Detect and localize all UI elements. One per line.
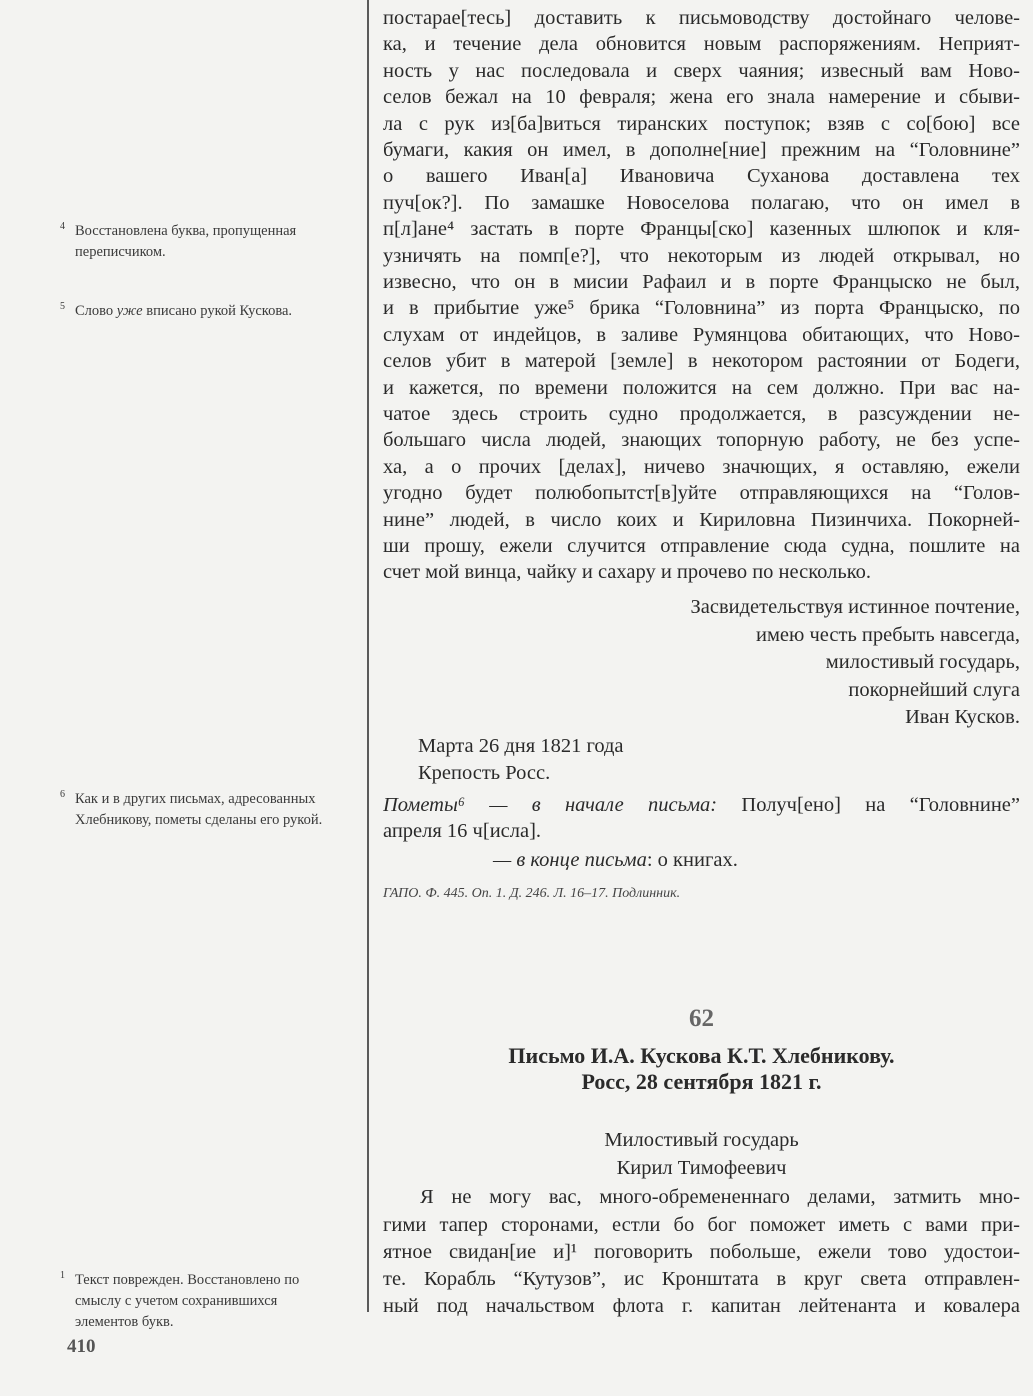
text-line: большаго числа людей, знающих топорную работу, не без успе- [383, 429, 1020, 451]
text-line: ха, а о прочих [делах], ничево значющих, я оставляю, ежели [383, 456, 1020, 478]
text-line: те. Корабль “Кутузов”, ис Кронштата в круг света отправлен- [383, 1268, 1020, 1290]
text-line: узничять на помп[е?], что некоторым из людей открывал, но [383, 245, 1020, 267]
text-line: селов убит в матерой [земле] в некотором растоянии от Бодеги, [383, 350, 1020, 372]
text-line: нине” людей, в число коих и Кириловна Пизинчиха. Покорней- [383, 509, 1020, 531]
letter-place: Крепость Росс. [418, 762, 551, 784]
letter-title: Письмо И.А. Кускова К.Т. Хлебникову. [508, 1043, 895, 1068]
letter-subtitle: Росс, 28 сентября 1821 г. [581, 1069, 822, 1094]
closing-line: покорнейший слуга [848, 679, 1020, 701]
footnote-text [62, 301, 337, 322]
footnote-text-italic: уже [116, 303, 143, 319]
salutation-name: Кирил Тимофеевич [616, 1157, 787, 1179]
text-line: гими тапер сторонами, естли бо бог поможет иметь с вами при- [383, 1214, 1020, 1236]
signature: Иван Кусков. [905, 706, 1020, 728]
footnote-text: Как и в других письмах, адресованных Хлебникову, пометы сделаны его рукой. [75, 791, 323, 828]
text-line: бумаги, какия он имел, в дополне[ние] прежним на “Головнине” [383, 139, 1020, 161]
closing-line: Засвидетельствуя истинное почтение, [690, 596, 1020, 618]
footnote-5 [62, 301, 337, 322]
page-number: 410 [67, 1336, 96, 1357]
marks-start: Получ[ено] на “Головнине” [741, 794, 1020, 816]
text-line: ши прошу, ежели случится отправление сюда судна, пошлите на [383, 535, 1020, 557]
text-line: и кажется, по времени положится на сем должно. При вас на- [383, 377, 1020, 399]
footnote-text: Восстановлена буква, пропущенная переписчиком. [75, 223, 297, 260]
text-line: угодно будет полюбопытст[в]уйте отправляющихся на “Голов- [383, 482, 1020, 504]
letter-date: Марта 26 дня 1821 года [418, 735, 624, 757]
marks-start-cont: апреля 16 ч[исла]. [383, 820, 542, 842]
text-line: извесно, что он в мисии Рафаил и в порте Францыско не был, [383, 271, 1020, 293]
text-line: и в прибытие уже⁵ брика “Головнина” из порта Францыско, по [383, 297, 1020, 319]
footnote-text: Текст поврежден. Восстановлено по смыслу с учетом сохранившихся элементов букв. [75, 1272, 300, 1330]
text-line: ка, и течение дела обновится новым распоряжениям. Неприят- [383, 33, 1020, 55]
text-line: чатое здесь строить судно продолжается, в разсуждении не- [383, 403, 1020, 425]
marks-end-label: — в конце письма [493, 849, 647, 871]
text-line: селов бежал на 10 февраля; жена его знала намерение и сбыви- [383, 86, 1020, 108]
footnote-number: 1 [60, 1270, 65, 1281]
text-line: Я не могу вас, много-обремененнаго делами, затмить мно- [420, 1186, 1020, 1208]
footnote-number: 5 [60, 301, 65, 312]
column-divider [367, 0, 369, 1312]
text-line: ный под начальством флота г. капитан лейтенанта и ковалера [383, 1295, 1020, 1317]
closing-line: милостивый государь, [825, 651, 1020, 673]
letter-number: 62 [689, 1005, 714, 1032]
marks-end-line [493, 848, 738, 872]
footnote-number: 6 [60, 789, 65, 800]
text-line: о вашего Иван[а] Ивановича Суханова доставлена тех [383, 165, 1020, 187]
marks-line [383, 793, 1020, 817]
text-line: постарае[тесь] доставить к письмоводству достойнаго челове- [383, 7, 1020, 29]
text-line: пуч[ок?]. По замашке Новоселова полагаю, что он имел в [383, 192, 1020, 214]
text-line: счет мой винца, чайку и сахару и прочево по несколько. [383, 561, 871, 583]
text-line: ность у нас последовала и сверх чаяния; извесный вам Ново- [383, 60, 1020, 82]
footnote-4 [62, 221, 337, 263]
footnote-text-pre: Слово [75, 303, 117, 319]
text-line: ятное свидан[ие и]¹ поговорить побольше, ежели тово удостои- [383, 1241, 1020, 1263]
marks-label: Пометы⁶ — в начале письма: [383, 794, 718, 816]
marks-end: : о книгах. [646, 849, 738, 871]
text-line: п[л]ане⁴ застать в порте Францы[ско] казенных шлюпок и кля- [383, 218, 1020, 240]
text-line: ла с рук из[ба]виться тиранских поступок; взяв с со[бою] все [383, 113, 1020, 135]
footnote-number: 4 [60, 221, 65, 232]
salutation: Милостивый государь [604, 1129, 799, 1151]
footnote-text-post: вписано рукой Кускова. [142, 303, 293, 319]
archive-source: ГАПО. Ф. 445. Оп. 1. Д. 246. Л. 16–17. Подлинник. [383, 886, 681, 901]
footnote-6 [62, 789, 337, 831]
text-line: слухам от индейцов, в заливе Румянцова обитающих, что Ново- [383, 324, 1020, 346]
closing-line: имею честь пребыть навсегда, [755, 624, 1020, 646]
footnote-1 [62, 1270, 337, 1333]
